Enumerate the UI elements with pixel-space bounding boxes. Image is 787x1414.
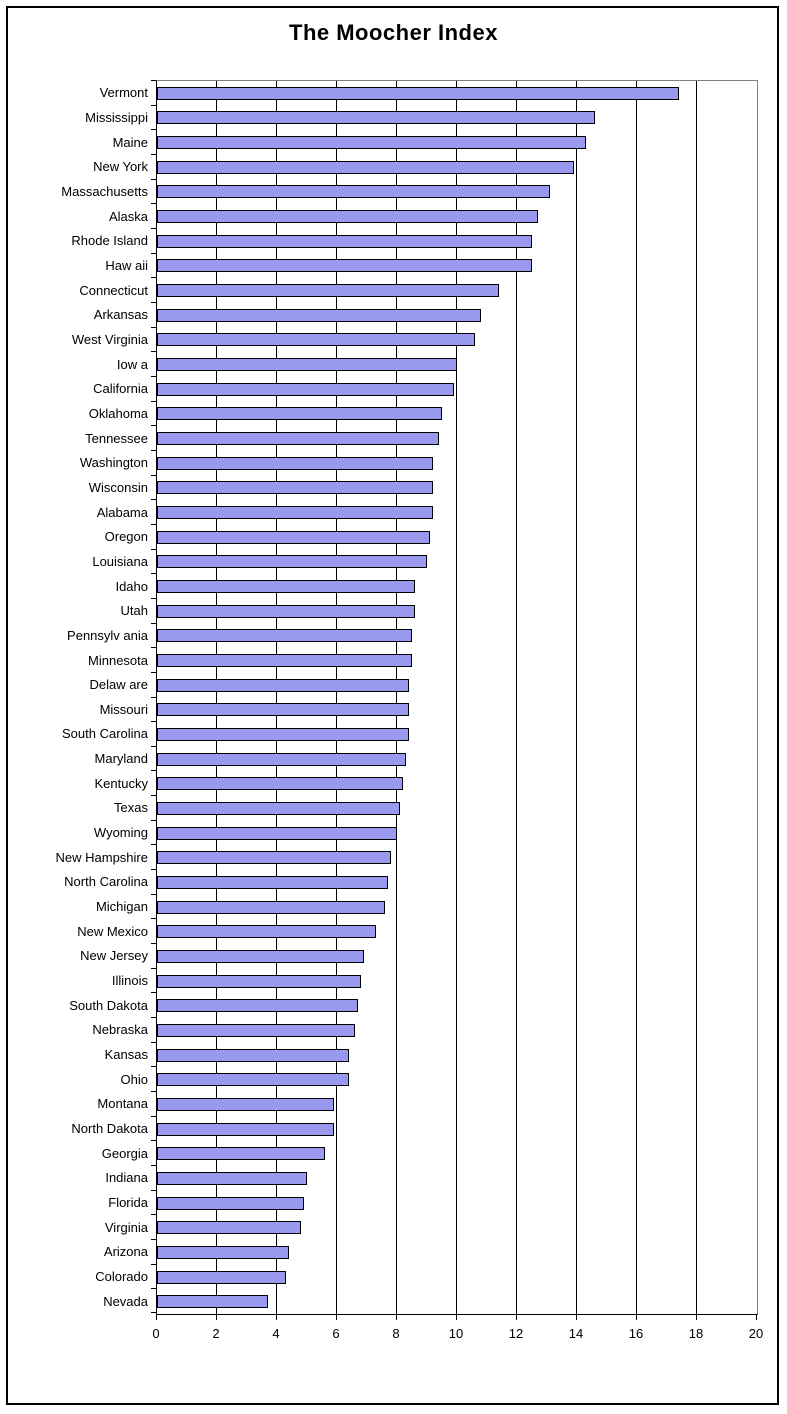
category-label: New York <box>93 159 148 175</box>
category-label: Tennessee <box>85 430 148 446</box>
category-label: Illinois <box>111 973 148 989</box>
bar <box>157 432 439 445</box>
bar <box>157 827 397 840</box>
x-tick-label: 6 <box>332 1326 340 1341</box>
bar <box>157 876 388 889</box>
bar <box>157 1024 355 1037</box>
category-label: Nevada <box>103 1293 148 1309</box>
bar <box>157 1147 325 1160</box>
bar <box>157 1197 304 1210</box>
category-label: Mississippi <box>85 109 148 125</box>
bar <box>157 457 433 470</box>
x-tick-label: 16 <box>628 1326 644 1341</box>
bar <box>157 1098 334 1111</box>
x-tick-label: 18 <box>688 1326 704 1341</box>
category-label: Florida <box>108 1195 148 1211</box>
category-label: Virginia <box>104 1219 148 1235</box>
category-label: Alabama <box>96 504 148 520</box>
bar <box>157 1123 334 1136</box>
category-label: Oklahoma <box>88 405 148 421</box>
category-label: Nebraska <box>92 1022 148 1038</box>
bar <box>157 333 475 346</box>
category-label: West Virginia <box>71 331 148 347</box>
category-label: Colorado <box>95 1269 148 1284</box>
category-label: Arizona <box>103 1244 148 1260</box>
category-axis-labels <box>0 80 148 1313</box>
bar <box>157 235 532 248</box>
category-label: Alaska <box>108 208 148 224</box>
bar <box>157 1172 307 1185</box>
bar <box>157 1271 286 1284</box>
bar <box>157 259 532 272</box>
category-label: Haw aii <box>105 257 148 273</box>
category-label: Indiana <box>105 1170 148 1186</box>
bar <box>157 629 412 642</box>
category-label: Minnesota <box>88 652 148 668</box>
category-label: Washington <box>79 455 148 471</box>
x-tick-label: 4 <box>272 1326 280 1341</box>
x-tick-label: 8 <box>392 1326 400 1341</box>
category-label: Arkansas <box>93 307 148 323</box>
gridline <box>636 81 637 1314</box>
bar <box>157 925 376 938</box>
category-label: Rhode Island <box>71 233 148 249</box>
bar <box>157 555 427 568</box>
category-label: Oregon <box>104 529 148 545</box>
bar <box>157 185 550 198</box>
value-tick <box>216 1314 217 1320</box>
value-axis-ticks <box>156 1314 757 1320</box>
bar <box>157 950 364 963</box>
value-tick <box>636 1314 637 1320</box>
bar <box>157 753 406 766</box>
x-tick-label: 10 <box>448 1326 464 1341</box>
gridline <box>696 81 697 1314</box>
category-label: Delaw are <box>89 677 148 693</box>
bar <box>157 728 409 741</box>
value-axis-labels <box>152 1326 764 1342</box>
category-label: Idaho <box>115 578 148 594</box>
bar <box>157 580 415 593</box>
gridline <box>576 81 577 1314</box>
bar <box>157 777 403 790</box>
category-label: Utah <box>120 603 148 619</box>
bar <box>157 531 430 544</box>
bar <box>157 1049 349 1062</box>
bar <box>157 407 442 420</box>
category-label: Wyoming <box>93 825 148 841</box>
value-tick <box>456 1314 457 1320</box>
bar <box>157 210 538 223</box>
bar <box>157 111 595 124</box>
category-label: Maine <box>112 134 148 150</box>
bar <box>157 802 400 815</box>
x-tick-label: 2 <box>212 1326 220 1341</box>
category-label: Michigan <box>95 899 148 915</box>
bar <box>157 87 679 100</box>
value-tick <box>756 1314 757 1320</box>
category-label: New Jersey <box>80 948 148 964</box>
category-label: Kansas <box>104 1047 148 1063</box>
category-label: New Hampshire <box>55 849 148 865</box>
chart-title: The Moocher Index <box>289 20 498 45</box>
bar <box>157 358 457 371</box>
category-label: Missouri <box>99 701 148 717</box>
plot-area <box>156 80 758 1315</box>
bar <box>157 506 433 519</box>
value-tick <box>156 1314 157 1320</box>
bar <box>157 1221 301 1234</box>
category-label: Pennsylv ania <box>67 627 148 643</box>
x-tick-label: 0 <box>152 1326 160 1341</box>
x-tick-label: 20 <box>748 1326 764 1341</box>
category-label: South Carolina <box>62 726 148 742</box>
value-tick <box>696 1314 697 1320</box>
category-label: Wisconsin <box>88 479 148 495</box>
bar <box>157 309 481 322</box>
bar <box>157 605 415 618</box>
value-tick <box>516 1314 517 1320</box>
bar <box>157 1295 268 1308</box>
category-label: Massachusetts <box>61 183 148 199</box>
bar <box>157 481 433 494</box>
bar <box>157 383 454 396</box>
category-label: Texas <box>114 800 148 816</box>
bar <box>157 654 412 667</box>
category-label: North Dakota <box>71 1121 148 1137</box>
category-label: Vermont <box>99 85 148 101</box>
category-label: Georgia <box>101 1145 148 1161</box>
category-label: Iow a <box>116 356 148 372</box>
category-label: Maryland <box>94 751 148 767</box>
bar <box>157 901 385 914</box>
category-label: Kentucky <box>94 775 148 791</box>
value-tick <box>336 1314 337 1320</box>
bar <box>157 161 574 174</box>
bar <box>157 1246 289 1259</box>
bar <box>157 703 409 716</box>
bar <box>157 284 499 297</box>
category-label: Montana <box>97 1096 148 1112</box>
bar <box>157 136 586 149</box>
bar <box>157 851 391 864</box>
value-tick <box>576 1314 577 1320</box>
x-tick-label: 12 <box>508 1326 524 1341</box>
category-label: South Dakota <box>69 997 148 1013</box>
category-label: California <box>93 381 148 397</box>
category-label: Connecticut <box>79 282 148 298</box>
category-label: Louisiana <box>92 553 148 569</box>
value-tick <box>396 1314 397 1320</box>
category-label: Ohio <box>120 1071 148 1087</box>
bar <box>157 975 361 988</box>
bar <box>157 679 409 692</box>
bar <box>157 1073 349 1086</box>
value-tick <box>276 1314 277 1320</box>
category-label: New Mexico <box>77 923 148 939</box>
category-label: North Carolina <box>64 874 148 890</box>
bar <box>157 999 358 1012</box>
x-tick-label: 14 <box>568 1326 584 1341</box>
